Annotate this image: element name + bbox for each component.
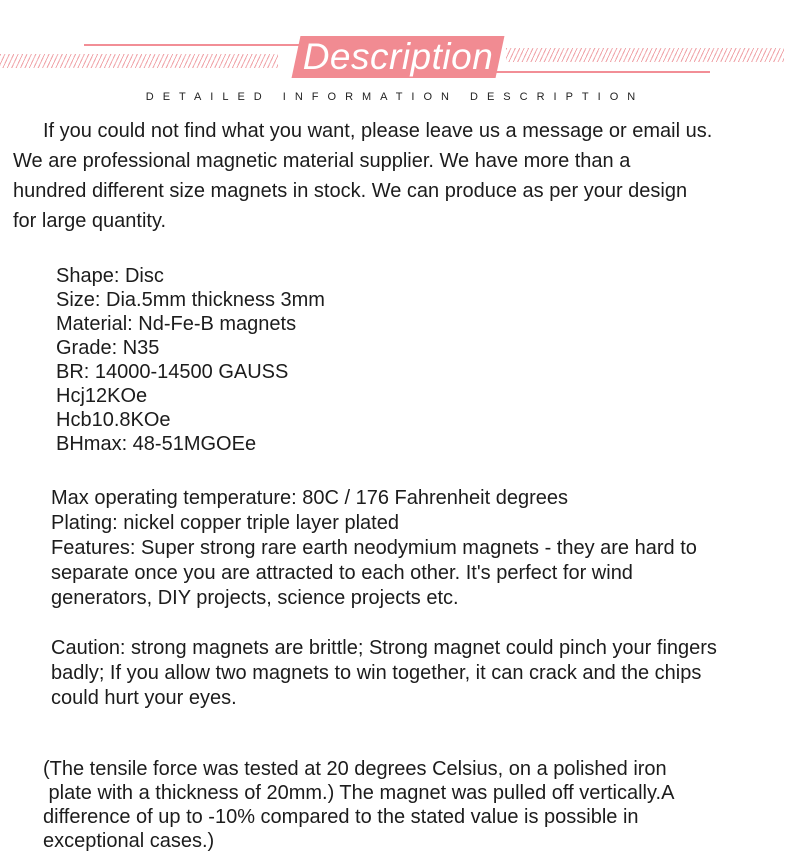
detail-line: separate once you are attracted to each other. It's perfect for wind — [51, 562, 633, 584]
intro-line: for large quantity. — [13, 210, 167, 232]
detail-line: generators, DIY projects, science projects etc. — [51, 587, 459, 609]
tensile-note — [43, 757, 783, 853]
hatch-left-decoration — [0, 54, 278, 68]
intro-paragraph — [13, 116, 788, 236]
hatch-right-decoration — [506, 48, 784, 62]
spec-hcj: Hcj12KOe — [56, 385, 148, 407]
spec-list — [56, 264, 325, 456]
spec-hcb: Hcb10.8KOe — [56, 409, 171, 431]
page-subtitle: DETAILED INFORMATION DESCRIPTION — [145, 91, 645, 103]
spec-bhmax: BHmax: 48-51MGOEe — [56, 433, 257, 455]
spec-br: BR: 14000-14500 GAUSS — [56, 361, 289, 383]
detail-line: Plating: nickel copper triple layer plated — [51, 512, 399, 534]
details-section — [51, 486, 786, 711]
intro-line: We are professional magnetic material supplier. We have more than a — [13, 150, 631, 172]
note-line: difference of up to -10% compared to the stated value is possible in — [43, 806, 639, 828]
spec-grade: Grade: N35 — [56, 337, 160, 359]
caution-line: could hurt your eyes. — [51, 687, 237, 709]
spec-size: Size: Dia.5mm thickness 3mm — [56, 289, 325, 311]
page-title: Description — [302, 36, 494, 77]
accent-line-bottom — [490, 71, 710, 73]
caution-line: badly; If you allow two magnets to win together, it can crack and the chips — [51, 662, 702, 684]
accent-line-top — [84, 44, 310, 46]
spec-material: Material: Nd-Fe-B magnets — [56, 313, 297, 335]
note-line: (The tensile force was tested at 20 degrees Celsius, on a polished iron — [43, 758, 667, 780]
note-line: plate with a thickness of 20mm.) The magnet was pulled off vertically.A — [43, 782, 675, 804]
detail-line: Max operating temperature: 80C / 176 Fahrenheit degrees — [51, 487, 568, 509]
detail-line: Features: Super strong rare earth neodymium magnets - they are hard to — [51, 537, 697, 559]
intro-line: hundred different size magnets in stock. We can produce as per your design — [13, 180, 688, 202]
spec-shape: Shape: Disc — [56, 265, 164, 287]
intro-line: If you could not find what you want, please leave us a message or email us. — [43, 120, 713, 142]
note-line: exceptional cases.) — [43, 830, 215, 852]
caution-line: Caution: strong magnets are brittle; Strong magnet could pinch your fingers — [51, 637, 717, 659]
